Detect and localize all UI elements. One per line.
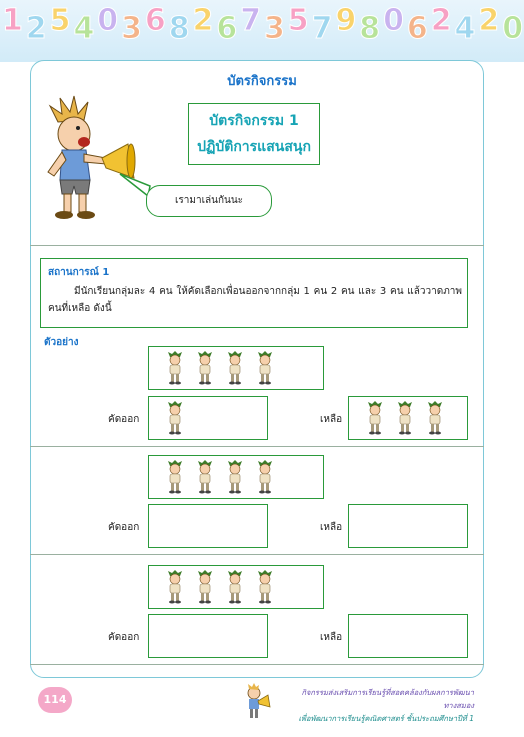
- header-digit: 7: [311, 11, 333, 44]
- student-figure: [197, 570, 213, 604]
- student-figure: [167, 570, 183, 604]
- student-figure: [257, 460, 273, 494]
- boy-megaphone-illustration: [40, 92, 140, 222]
- header-digit: 5: [49, 3, 71, 38]
- scenario-title: สถานการณ์ 1: [48, 267, 110, 278]
- student-figure: [257, 351, 273, 385]
- speech-bubble: เรามาเล่นกันนะ: [146, 185, 272, 217]
- remaining-label: เหลือ: [320, 632, 343, 643]
- student-figure: [227, 460, 243, 494]
- header-digit: 2: [478, 3, 500, 38]
- remaining-box: [348, 396, 468, 440]
- removed-label: คัดออก: [108, 632, 140, 643]
- number-strip: [0, 0, 524, 44]
- group-box: [148, 455, 324, 499]
- header-digit: 4: [454, 11, 476, 44]
- example-label: ตัวอย่าง: [44, 337, 79, 348]
- header-digit: 6: [144, 3, 166, 38]
- student-figure: [227, 570, 243, 604]
- group-box: [148, 565, 324, 609]
- student-figure: [227, 351, 243, 385]
- divider: [30, 664, 484, 665]
- header-digit: 0: [97, 3, 119, 38]
- header-digit: 6: [406, 11, 428, 44]
- header-digit: 5: [287, 3, 309, 38]
- student-figure: [427, 401, 443, 435]
- divider: [30, 446, 484, 447]
- remaining-box[interactable]: [348, 614, 468, 658]
- header-digit: 9: [335, 3, 357, 38]
- scenario-text: มีนักเรียนกลุ่มละ 4 คน ให้คัดเลือกเพื่อนออกจากกลุ่ม 1 คน 2 คน และ 3 คน แล้ววาดภาพคนที่เหลือ ดังนี้: [48, 286, 462, 314]
- student-figure: [167, 460, 183, 494]
- page-title: บัตรกิจกรรม: [227, 74, 297, 89]
- header-digit: 4: [73, 11, 95, 44]
- removed-box: [148, 396, 268, 440]
- header-digit: 3: [121, 11, 142, 44]
- group-box: [148, 346, 324, 390]
- remaining-box[interactable]: [348, 504, 468, 548]
- divider: [30, 554, 484, 555]
- removed-label: คัดออก: [108, 414, 140, 425]
- footer-text: [290, 686, 474, 725]
- header-digit: 2: [430, 3, 452, 38]
- student-figure: [397, 401, 413, 435]
- page-number: 114: [38, 687, 72, 713]
- remaining-label: เหลือ: [320, 414, 343, 425]
- student-figure: [167, 351, 183, 385]
- student-figure: [197, 351, 213, 385]
- divider: [30, 245, 484, 246]
- header-digit: 0: [502, 11, 524, 44]
- footer-line2: เพื่อพัฒนาการเรียนรู้คณิตศาสตร์ ชั้นประถมศึกษาปีที่ 1: [298, 714, 474, 723]
- student-figure: [167, 401, 183, 435]
- header-digit: 6: [216, 11, 238, 44]
- student-figure: [197, 460, 213, 494]
- scenario-box: [40, 258, 468, 328]
- activity-card-line2: ปฏิบัติการแสนสนุก: [197, 139, 311, 155]
- header-digit: 2: [25, 11, 47, 44]
- header-digit: 8: [168, 11, 190, 44]
- header-digit: 0: [383, 3, 404, 38]
- activity-card-box: [188, 103, 320, 165]
- header-digit: 7: [240, 3, 262, 38]
- removed-box[interactable]: [148, 614, 268, 658]
- remaining-label: เหลือ: [320, 522, 343, 533]
- boy-megaphone-small-icon: [244, 683, 272, 721]
- header-digit: 1: [2, 3, 23, 38]
- student-figure: [257, 570, 273, 604]
- activity-card-line1: บัตรกิจกรรม 1: [209, 113, 299, 129]
- removed-box[interactable]: [148, 504, 268, 548]
- header-digit: 8: [359, 11, 381, 44]
- student-figure: [367, 401, 383, 435]
- header-digit: 2: [192, 3, 214, 38]
- removed-label: คัดออก: [108, 522, 140, 533]
- footer-line1: กิจกรรมส่งเสริมการเรียนรู้ที่สอดคล้องกับผลการพัฒนาทางสมอง: [301, 688, 474, 710]
- header-digit: 3: [264, 11, 285, 44]
